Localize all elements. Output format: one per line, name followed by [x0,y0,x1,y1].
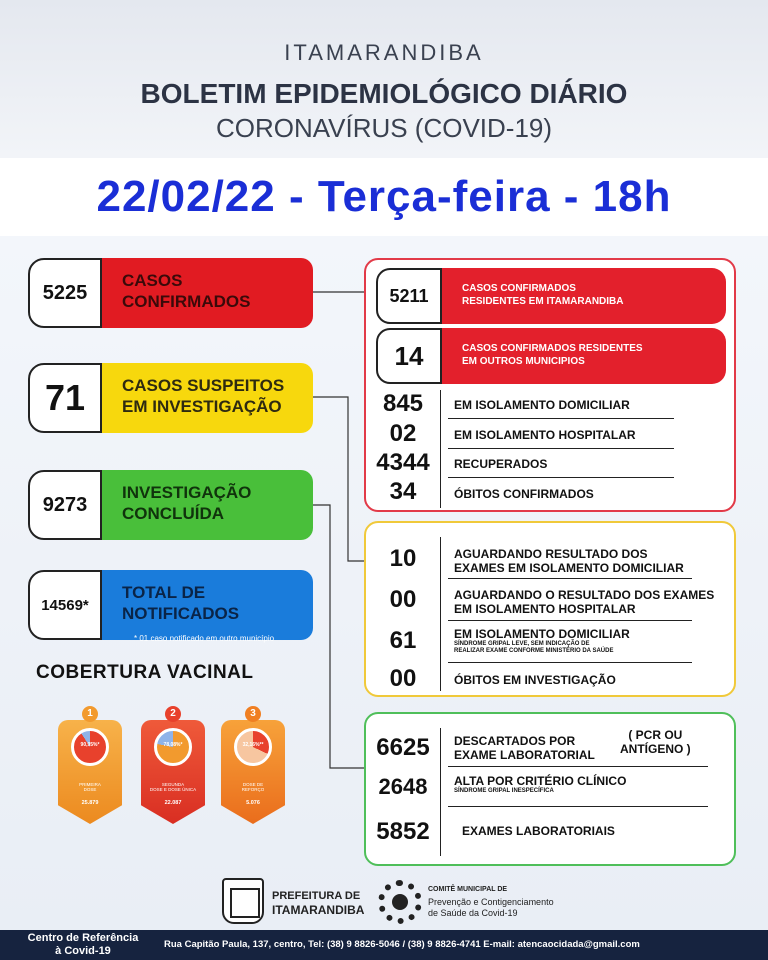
row-home-suspect-label [454,627,630,655]
footer [0,930,768,960]
card-suspect-label [100,363,313,433]
card-confirmed-label [100,258,313,328]
dose-second-name [141,782,205,792]
dose-first-count: 25.879 [81,800,99,806]
row-home-isolation-value: 845 [382,390,424,417]
card-notified-label [100,570,313,643]
logos-area [0,866,768,930]
row-home-suspect-value: 61 [389,627,417,654]
bar-other-cities-line2: EM OUTROS MUNICIPIOS [462,356,585,367]
bulletin-title: BOLETIM EPIDEMIOLÓGICO DIÁRIO [140,78,628,109]
date-line: 22/02/22 - Terça-feira - 18h [96,172,672,221]
bar-other-cities [376,328,726,384]
footer-center-name [8,932,158,958]
city-crest-icon [222,878,264,924]
row-clinical-discharge-label [454,774,626,795]
bar-other-cities-label [440,328,726,384]
row-awaiting-home-value: 10 [389,545,417,572]
row-deaths-value: 34 [389,478,417,505]
concluded-panel [364,712,736,866]
row-discarded-label [454,734,595,762]
row-lab-exams [366,818,736,848]
dose-first-name [58,782,122,792]
card-notified [28,570,313,643]
row-home-isolation [366,390,736,420]
virus-logo-icon [378,880,422,924]
card-suspect-line1: CASOS SUSPEITOS [122,376,285,395]
row-clinical-discharge [366,774,736,804]
row-home-suspect-line1: EM ISOLAMENTO DOMICILIAR [454,627,630,641]
bar-residents-label [440,268,726,324]
row-awaiting-home-line2: EXAMES EM ISOLAMENTO DOMICILIAR [454,561,684,575]
city-name: ITAMARANDIBA [284,40,484,65]
row-discarded-value: 6625 [376,734,430,761]
dose-first [58,706,122,824]
card-suspect [28,363,313,433]
row-awaiting-hospital-label [454,588,714,616]
confirmed-panel [364,258,736,512]
row-hospital-isolation-value: 02 [389,420,417,447]
card-confirmed [28,258,313,328]
card-concluded-label [100,470,313,540]
dose-booster-name2: REFORÇO [241,787,265,792]
dose-booster-pct: 32,16%** [242,742,264,748]
card-concluded-line1: INVESTIGAÇÃO [122,483,252,502]
comite-line1: COMITÊ MUNICIPAL DE [428,886,508,893]
card-notified-value: 14569* [28,570,102,640]
row-awaiting-hospital-line2: EM ISOLAMENTO HOSPITALAR [454,602,636,616]
bar-residents-line1: CASOS CONFIRMADOS [462,283,576,294]
row-deaths-investigation [366,665,736,695]
dose-booster-count: 5.076 [246,800,260,806]
rule [448,662,692,663]
footer-contact: Rua Capitão Paula, 137, centro, Tel: (38) 9 8826-5046 / (38) 9 8826-4741 E-mail: atencaocidada@gmail.com [164,939,640,950]
prefeitura-line2: ITAMARANDIBA [272,903,365,917]
row-discarded-extra2: ANTÍGENO ) [620,742,691,756]
card-concluded [28,470,313,540]
prefeitura-line1: PREFEITURA DE [272,890,361,902]
row-awaiting-home-label [454,547,684,575]
bar-residents [376,268,726,324]
row-deaths-investigation-label: ÓBITOS EM INVESTIGAÇÃO [454,673,616,687]
card-confirmed-value: 5225 [28,258,102,328]
bar-other-cities-value: 14 [376,328,442,384]
row-home-suspect-note1: SÍNDROME GRIPAL LEVE, SEM INDICAÇÃO DE [454,641,590,647]
dose-booster [221,706,285,824]
rule [448,620,692,621]
vaccination-title: COBERTURA VACINAL [36,662,254,683]
row-awaiting-hospital [366,586,736,616]
row-recovered-value: 4344 [376,449,430,476]
row-lab-exams-value: 5852 [376,818,430,845]
row-discarded-extra [620,728,691,756]
row-home-suspect [366,627,736,657]
row-clinical-discharge-line1: ALTA POR CRITÉRIO CLÍNICO [454,774,627,788]
row-clinical-discharge-note: SÍNDROME GRIPAL INESPECÍFICA [454,788,554,794]
footer-center-line1: Centro de Referência [27,932,139,944]
dose-first-name1: PRIMEIRA [79,782,101,787]
footer-center-line2: à Covid-19 [55,945,111,957]
rule [448,418,674,419]
row-awaiting-home [366,545,736,575]
card-notified-line2: NOTIFICADOS [122,604,240,623]
row-hospital-isolation [366,420,736,450]
dose-second [141,706,205,824]
card-notified-line1: TOTAL DE [122,583,206,602]
dose-first-pct: 90,95%* [80,742,100,748]
row-discarded-line2: EXAME LABORATORIAL [454,748,595,762]
row-deaths-investigation-value: 00 [389,665,417,692]
dose-first-badge: 1 [82,706,98,722]
card-confirmed-line2: CONFIRMADOS [122,292,251,311]
dose-second-count: 22.087 [164,800,182,806]
row-recovered-label: RECUPERADOS [454,457,548,471]
row-home-suspect-note2: REALIZAR EXAME CONFORME MINISTÉRIO DA SAÚDE [454,648,614,654]
card-suspect-value: 71 [28,363,102,433]
row-awaiting-hospital-value: 00 [389,586,417,613]
dose-booster-name [221,782,285,792]
bar-residents-line2: RESIDENTES EM ITAMARANDIBA [462,296,624,307]
bulletin-subject: CORONAVÍRUS (COVID-19) [215,113,553,143]
row-awaiting-hospital-line1: AGUARDANDO O RESULTADO DOS EXAMES [454,588,715,602]
rule [448,578,692,579]
row-deaths [366,478,736,508]
card-confirmed-line1: CASOS [122,271,183,290]
card-concluded-value: 9273 [28,470,102,540]
dose-booster-name1: DOSE DE [242,782,264,787]
row-discarded [366,728,736,764]
bar-other-cities-line1: CASOS CONFIRMADOS RESIDENTES [462,343,643,354]
comite-line3: de Saúde da Covid-19 [428,908,518,918]
row-discarded-extra1: ( PCR OU [628,728,683,742]
card-notified-footnote: * 01 caso notificado em outro município [134,634,275,643]
dose-booster-badge: 3 [245,706,261,722]
row-lab-exams-label: EXAMES LABORATORIAIS [462,824,615,838]
comite-line2: Prevenção e Contigenciamento [428,897,554,907]
dose-second-badge: 2 [165,706,181,722]
row-recovered [366,449,736,479]
suspect-panel [364,521,736,697]
rule [448,766,708,767]
row-deaths-label: ÓBITOS CONFIRMADOS [454,487,594,501]
card-suspect-line2: EM INVESTIGAÇÃO [122,397,282,416]
dose-second-name1: SEGUNDA [161,782,185,787]
row-discarded-line1: DESCARTADOS POR [454,734,576,748]
card-concluded-line2: CONCLUÍDA [122,504,224,523]
dose-second-pct: 78,08%* [163,742,183,748]
bar-residents-value: 5211 [376,268,442,324]
row-clinical-discharge-value: 2648 [378,774,428,799]
dose-first-name2: DOSE [83,787,97,792]
rule [448,806,708,807]
row-awaiting-home-line1: AGUARDANDO RESULTADO DOS [454,547,648,561]
row-home-isolation-label: EM ISOLAMENTO DOMICILIAR [454,398,630,412]
dose-second-name2: DOSE E DOSE ÚNICA [149,787,197,792]
row-hospital-isolation-label: EM ISOLAMENTO HOSPITALAR [454,428,636,442]
